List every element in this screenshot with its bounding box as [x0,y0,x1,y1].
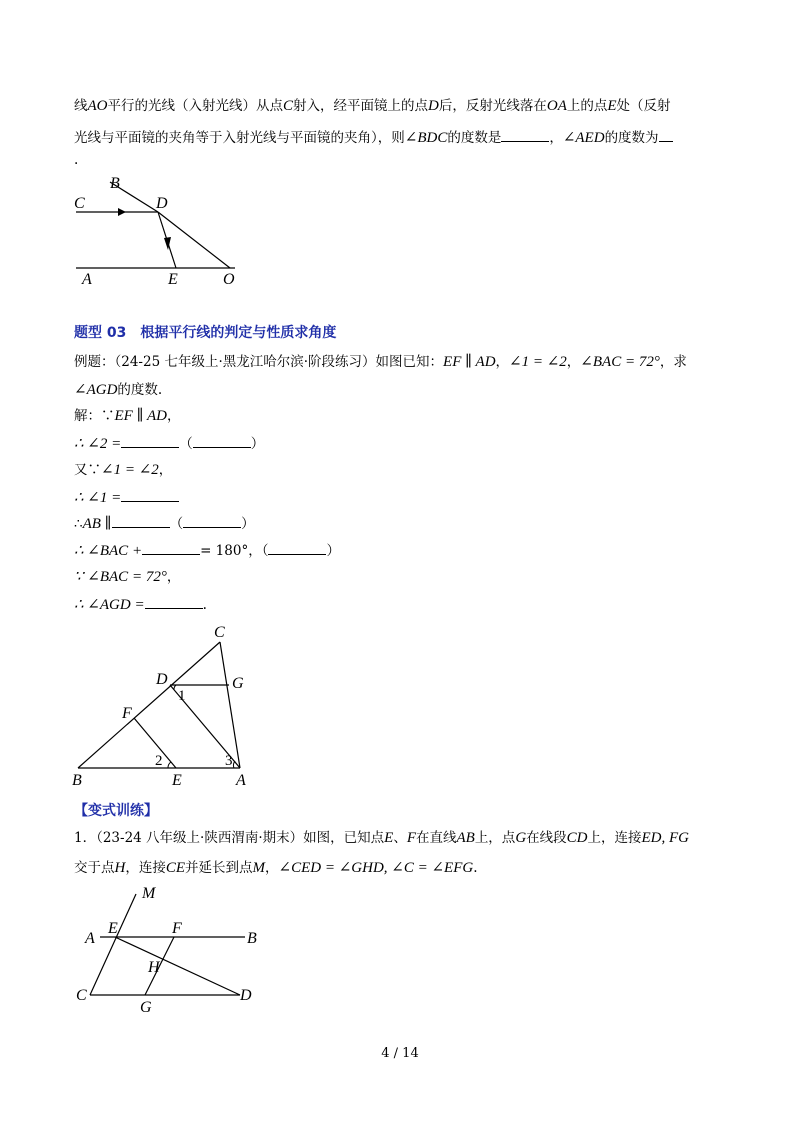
math: ∠AGD [74,382,118,398]
math: D [428,98,439,114]
label-a: A [82,271,92,288]
math: ∠BAC = 72° [580,354,660,370]
math: E [384,830,394,846]
math: ∴ ∠AGD = [74,597,145,613]
text: ， [495,354,510,370]
label-c: C [74,195,85,212]
reason-blank[interactable] [193,433,251,448]
math: ∠AED [562,130,605,146]
text: . [202,597,207,613]
text: 例题：（24-25 七年级上·黑龙江哈尔滨·阶段练习）如图已知： [74,354,444,370]
label-angle-2: 2 [155,753,163,769]
math: C [283,98,294,114]
math: OA [546,98,567,114]
text: 上的点 [566,98,608,114]
answer-blank[interactable] [659,127,673,142]
math: ∠CED = ∠GHD, ∠C = ∠EFG [278,860,474,876]
line-ed [115,937,240,995]
label-e: E [108,920,118,937]
math: CD [566,830,588,846]
solution-step-8 [74,594,207,615]
text: ， [166,569,181,585]
reason-blank[interactable] [268,540,326,555]
math: ∴ ∠1 = [74,490,122,506]
text: 光线与平面镜的夹角等于入射光线与平面镜的夹角），则 [74,130,405,146]
label-d: D [240,987,252,1004]
page-number: 4 / 14 [381,1046,419,1061]
label-m: M [142,885,156,902]
intro-line-2 [74,127,673,148]
solution-step-1 [74,406,180,426]
answer-blank[interactable] [121,487,179,502]
line-cm [90,894,136,995]
text: （ [179,436,193,452]
text: ） [250,436,265,452]
label-g: G [140,999,152,1016]
math: M [252,860,266,876]
math: EF ∥ AD [114,408,167,424]
example-line-1 [74,352,687,372]
text: = 180°，（ [200,543,269,559]
math: AO [87,98,108,114]
text: 处（反射 [616,98,671,114]
text: 解：∵ [74,408,115,424]
math: ∵ ∠BAC = 72° [74,569,167,585]
text: 并延长到点 [185,860,253,876]
text: ，求 [659,354,687,370]
text: ∴ [74,516,83,532]
math: ∠1 = ∠2 [509,354,567,370]
text: 交于点 [74,860,115,876]
math: AB ∥ [82,516,112,532]
text: ， [158,462,173,478]
answer-blank[interactable] [121,433,179,448]
solution-step-3 [74,460,172,480]
math: H [114,860,126,876]
label-e: E [168,271,178,288]
text: 平行的光线（入射光线）从点 [107,98,283,114]
text: 的度数. [117,382,163,398]
answer-blank[interactable] [145,594,203,609]
text: ， [549,130,563,146]
label-d: D [156,195,168,212]
label-b: B [72,772,82,789]
label-angle-3: 3 [225,753,233,769]
label-angle-1: 1 [178,688,186,704]
answer-blank[interactable] [501,127,549,142]
answer-blank[interactable] [142,540,200,555]
math: CE [165,860,186,876]
text: ） [241,516,255,532]
line-bc [78,642,220,768]
section-heading: 题型 03 根据平行线的判定与性质求角度 [74,325,337,341]
text: 的度数是 [447,130,502,146]
text: . [473,860,478,876]
problem-1-line-1 [74,828,689,848]
figure-intersecting-lines [70,880,280,1025]
label-b: B [110,175,120,192]
math: E [607,98,617,114]
example-line-2 [74,380,162,400]
text: 的度数为 [604,130,659,146]
text: 射入，经平面镜上的点 [293,98,429,114]
text: . [74,152,79,168]
text: ，连接 [125,860,166,876]
label-f: F [122,705,132,722]
angle-arc [233,761,235,768]
text: 在线段 [526,830,567,846]
problem-1-line-2 [74,858,478,878]
text: 1．（23-24 八年级上·陕西渭南·期末）如图，已知点 [74,830,385,846]
label-h: H [148,959,160,976]
math: EF ∥ AD [443,354,496,370]
angle-arc [174,685,176,690]
figure-light-reflection [60,170,260,290]
label-f: F [172,920,182,937]
math: G [515,830,527,846]
text: ） [326,543,340,559]
solution-step-2 [74,433,264,454]
label-d: D [156,671,168,688]
text: 后，反射光线落在 [438,98,547,114]
label-g: G [232,675,244,692]
answer-blank[interactable] [112,513,170,528]
text: 在直线 [415,830,457,846]
label-a: A [236,772,246,789]
line-ca [220,642,240,768]
math: ∠1 = ∠2 [101,462,159,478]
math: ∠BDC [404,130,448,146]
math: AB [456,830,475,846]
text: 上，连接 [587,830,642,846]
text: 又∵ [74,462,101,478]
text: （ [169,516,184,532]
text: 上，点 [474,830,516,846]
label-e: E [172,772,182,789]
angle-arc [168,762,171,768]
label-c: C [76,987,87,1004]
math: ED, FG [641,830,689,846]
intro-line-3 [74,150,78,170]
text: ， [566,354,581,370]
solution-step-4 [74,487,179,508]
math: ∴ ∠2 = [74,436,122,452]
reason-blank[interactable] [183,513,241,528]
solution-step-6 [74,540,340,561]
label-o: O [223,271,235,288]
text: 、 [393,830,407,846]
arrow-icon [118,208,126,216]
text: ， [166,408,181,424]
solution-step-7 [74,567,180,587]
figure-triangle-parallels [60,618,280,790]
math: ∴ ∠BAC + [74,543,143,559]
solution-step-5 [74,513,255,534]
math: F [406,830,416,846]
intro-line-1 [74,96,671,116]
label-c: C [214,624,225,641]
text: 线 [74,98,88,114]
label-b: B [247,930,257,947]
variant-heading: 【变式训练】 [74,803,158,819]
text: ， [265,860,279,876]
label-a: A [85,930,95,947]
